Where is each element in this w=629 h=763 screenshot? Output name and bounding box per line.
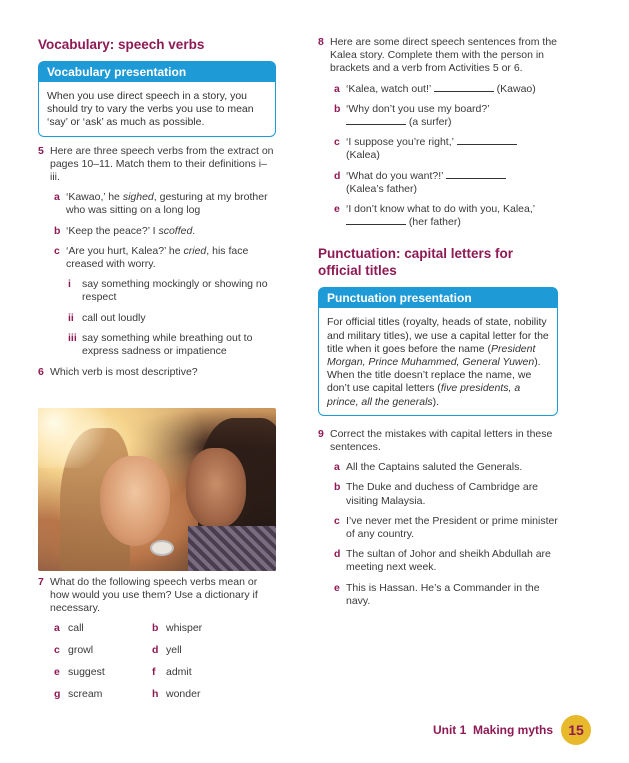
question-7 — [38, 576, 276, 616]
answer-blank[interactable] — [457, 136, 517, 145]
item-letter: g — [54, 687, 61, 700]
question-8 — [318, 36, 558, 76]
q5-item-c — [38, 245, 276, 271]
q9-item-e — [318, 582, 558, 608]
vocabulary-heading: Vocabulary: speech verbs — [38, 37, 205, 52]
item-person: (a surfer) — [408, 116, 452, 129]
item-letter: b — [54, 224, 61, 237]
punctuation-presentation-title: Punctuation presentation — [319, 288, 557, 308]
definition-numeral: ii — [68, 311, 74, 324]
question-number: 6 — [38, 366, 44, 379]
speech-verb: scoffed — [158, 224, 193, 237]
punctuation-presentation-text: For official titles (royalty, heads of state, nobility and military titles), we use a capital letter for the title when it goes before the name (President Morgan, Prince Muhammed, General Yuwen). When the title doesn’t replace the name, we don’t use capital letters (five presidents, a prince, all the generals). — [327, 316, 549, 408]
item-letter: c — [54, 643, 60, 656]
q7-item — [54, 622, 152, 635]
left-column — [38, 36, 276, 379]
item-text: yell — [166, 643, 182, 656]
item-letter: b — [334, 481, 341, 494]
item-letter: c — [54, 244, 60, 257]
q7-item — [152, 666, 250, 679]
item-letter: c — [334, 136, 340, 149]
question-7-block — [38, 576, 276, 701]
q7-item — [152, 644, 250, 657]
q8-item-d — [318, 170, 558, 196]
footer-unit — [433, 723, 553, 737]
item-text: The Duke and duchess of Cambridge are visiting Malaysia. — [346, 481, 539, 507]
question-number: 8 — [318, 36, 324, 48]
item-letter: a — [334, 82, 340, 95]
answer-blank[interactable] — [346, 216, 406, 225]
item-text: This is Hassan. He’s a Commander in the navy. — [346, 581, 540, 607]
unit-label: Unit 1 — [432, 723, 467, 737]
item-letter: e — [54, 665, 60, 678]
answer-blank[interactable] — [346, 116, 406, 125]
item-letter: e — [334, 203, 340, 216]
q7-item — [54, 666, 152, 679]
item-text: suggest — [68, 665, 105, 678]
item-text: growl — [68, 643, 94, 656]
question-5 — [38, 145, 276, 185]
q9-item-d — [318, 548, 558, 574]
item-letter: h — [152, 687, 159, 700]
item-person: (her father) — [408, 216, 461, 229]
item-text: admit — [166, 665, 192, 678]
question-text: What do the following speech verbs mean or how would you use them? Use a dictionary if necessary. — [50, 576, 258, 615]
question-number: 7 — [38, 576, 44, 588]
definition-numeral: i — [68, 278, 71, 291]
question-number: 9 — [318, 427, 324, 440]
item-letter: e — [334, 581, 340, 594]
q8-item-c — [318, 136, 558, 162]
q7-item — [152, 622, 250, 635]
item-text: ‘I don’t know what to do with you, Kalea,’ — [346, 203, 536, 216]
question-text: Which verb is most descriptive? — [50, 366, 198, 379]
item-person: (Kalea’s father) — [346, 182, 418, 195]
item-letter: c — [334, 514, 340, 527]
answer-blank[interactable] — [434, 83, 494, 92]
item-letter: d — [152, 643, 159, 656]
q8-item-a — [318, 83, 558, 96]
example-titles: President Morgan, Prince Muhammed, General Yuwen — [327, 342, 536, 369]
item-person: (Kalea) — [346, 149, 380, 162]
item-letter: d — [334, 548, 341, 561]
page-footer — [433, 715, 591, 745]
item-text: The sultan of Johor and sheikh Abdullah are meeting next week. — [346, 548, 551, 574]
unit-title: Making myths — [472, 723, 553, 737]
definition-numeral: iii — [68, 331, 77, 344]
item-text: ‘Why don’t you use my board?’ — [346, 102, 490, 115]
vocabulary-presentation-title: Vocabulary presentation — [39, 62, 275, 82]
item-text: ‘Kawao,’ he — [66, 191, 123, 204]
item-text: All the Captains saluted the Generals. — [346, 461, 523, 474]
q9-item-c — [318, 515, 558, 541]
item-text: ‘What do you want?!’ — [346, 169, 444, 182]
question-text: Correct the mistakes with capital letters in these sentences. — [330, 427, 553, 454]
item-text: wonder — [166, 687, 201, 700]
definition-text: say something mockingly or showing no respect — [82, 278, 268, 304]
q7-item — [54, 644, 152, 657]
q5-item-a — [38, 191, 276, 217]
q9-item-b — [318, 481, 558, 507]
definition-iii — [38, 332, 276, 358]
item-letter: b — [334, 102, 341, 115]
vocabulary-presentation-box — [38, 61, 276, 137]
item-text: , gesturing at my brother who was sitting on a long log — [66, 191, 268, 217]
q8-item-b — [318, 103, 558, 129]
definition-text: call out loudly — [82, 311, 146, 324]
punctuation-presentation-box — [318, 287, 558, 415]
item-letter: a — [54, 191, 60, 204]
definition-i — [38, 278, 276, 304]
question-6 — [38, 366, 276, 379]
right-column — [318, 36, 558, 608]
example-plural: five presidents, a prince, all the generals — [327, 382, 521, 408]
q9-item-a — [318, 461, 558, 474]
item-person: (Kawao) — [496, 82, 536, 95]
punctuation-heading: Punctuation: capital letters for official titles — [318, 246, 514, 279]
definition-text: say something while breathing out to express sadness or impatience — [82, 331, 253, 358]
q7-item — [54, 688, 152, 701]
q8-item-e — [318, 203, 558, 229]
photo-two-girls-whispering — [38, 408, 276, 571]
item-text: scream — [68, 687, 103, 700]
page-number-badge: 15 — [561, 715, 591, 745]
vocabulary-presentation-text: When you use direct speech in a story, you should try to vary the verbs you use to mean ‘say’ or ‘ask’ as much as possible. — [47, 90, 254, 129]
q7-item — [152, 688, 250, 701]
item-letter: f — [152, 665, 156, 678]
item-text: ‘Are you hurt, Kalea?’ he — [66, 244, 184, 257]
item-text: ‘I suppose you’re right,’ — [346, 136, 454, 149]
question-text: Here are three speech verbs from the extract on pages 10–11. Match them to their definitions i–iii. — [50, 144, 274, 184]
item-text: call — [68, 621, 84, 634]
question-9 — [318, 428, 558, 454]
item-text: I’ve never met the President or prime minister of any country. — [346, 514, 558, 541]
item-letter: a — [334, 461, 340, 474]
q5-item-b — [38, 225, 276, 238]
speech-verb: cried — [183, 244, 207, 257]
item-text: whisper — [166, 621, 203, 634]
item-text: , his face creased with worry. — [66, 244, 249, 271]
speech-verb: sighed — [122, 191, 154, 204]
item-letter: a — [54, 621, 60, 634]
answer-blank[interactable] — [446, 170, 506, 179]
item-letter: b — [152, 621, 159, 634]
definition-ii — [38, 312, 276, 325]
question-text: Here are some direct speech sentences from the Kalea story. Complete them with the person in brackets and a verb from Activities 5 or 6. — [330, 36, 558, 75]
item-text: . — [192, 224, 196, 237]
item-letter: d — [334, 169, 341, 182]
item-text: ‘Kalea, watch out!’ — [346, 82, 431, 95]
q7-word-grid — [38, 622, 276, 701]
question-number: 5 — [38, 144, 44, 157]
item-text: ‘Keep the peace?’ I — [66, 224, 159, 237]
